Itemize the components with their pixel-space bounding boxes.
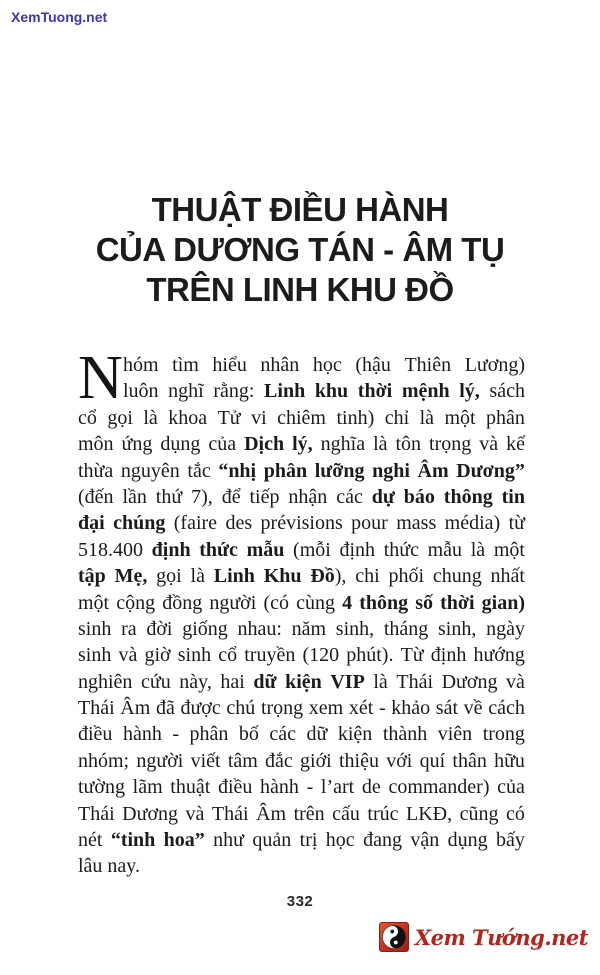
watermark-brand-text: Xem Tướng.net — [414, 924, 588, 950]
body-line: hóm tìm hiểu nhân học (hậu Thiên Lương) — [123, 354, 525, 376]
chapter-title — [0, 190, 600, 310]
body-line: tập Mẹ, gọi là Linh Khu Đồ), chi phối chung nhất — [78, 565, 525, 588]
body-line: tường lãm thuật điều hành - l’art de commander) của — [78, 776, 525, 799]
body-line: (đến lần thứ 7), để tiếp nhận các dự báo thông tin — [78, 485, 525, 508]
body-line: nhóm; người viết tâm đắc giới thiệu với quí thân hữu — [78, 749, 525, 772]
body-line: một cộng đồng người (có cùng 4 thông số thời gian) — [78, 591, 525, 614]
body-line: nghiên cứu này, hai dữ kiện VIP là Thái Dương và — [78, 670, 525, 693]
body-line: sinh và giờ sinh cổ truyền (120 phút). Từ định hướng — [78, 644, 525, 667]
body-line: cổ gọi là khoa Tử vi chiêm tinh) chỉ là một phân — [78, 406, 525, 429]
chapter-title-line-1: THUẬT ĐIỀU HÀNH — [151, 191, 449, 228]
page-number: 332 — [286, 893, 314, 910]
body-line: nét “tinh hoa” như quản trị học đang vận dụng bấy — [78, 829, 525, 852]
body-line: thừa nguyên tắc “nhị phân lưỡng nghi Âm Dương” — [78, 459, 525, 482]
body-line: Thái Âm đã được chú trọng xem xét - khảo sát về cách — [78, 697, 525, 720]
body-line: luôn nghĩ rằng: Linh khu thời mệnh lý, sách — [123, 380, 525, 403]
chapter-title-line-3: TRÊN LINH KHU ĐỒ — [146, 271, 454, 308]
body-line: đại chúng (faire des prévisions pour mass média) từ — [78, 512, 525, 535]
chapter-title-line-2: CỦA DƯƠNG TÁN - ÂM TỤ — [95, 231, 505, 268]
yin-yang-icon — [379, 922, 409, 952]
drop-cap: N — [78, 344, 123, 412]
body-line: 518.400 định thức mẫu (mỗi định thức mẫu là một — [78, 538, 525, 561]
body-line: sinh ra đời giống nhau: năm sinh, tháng sinh, ngày — [78, 617, 525, 640]
body-line: lâu nay. — [78, 855, 141, 878]
site-watermark-link[interactable]: XemTuong.net — [11, 9, 108, 25]
body-paragraph — [78, 344, 525, 880]
body-line: Thái Dương và Thái Âm trên cấu trúc LKĐ, cũng có — [78, 802, 525, 825]
body-line: môn ứng dụng của Dịch lý, nghĩa là tôn trọng và kế — [78, 433, 525, 456]
body-line: điều hành - phân bố các dữ kiện thành viên trong — [78, 723, 525, 746]
publisher-watermark — [379, 922, 588, 952]
